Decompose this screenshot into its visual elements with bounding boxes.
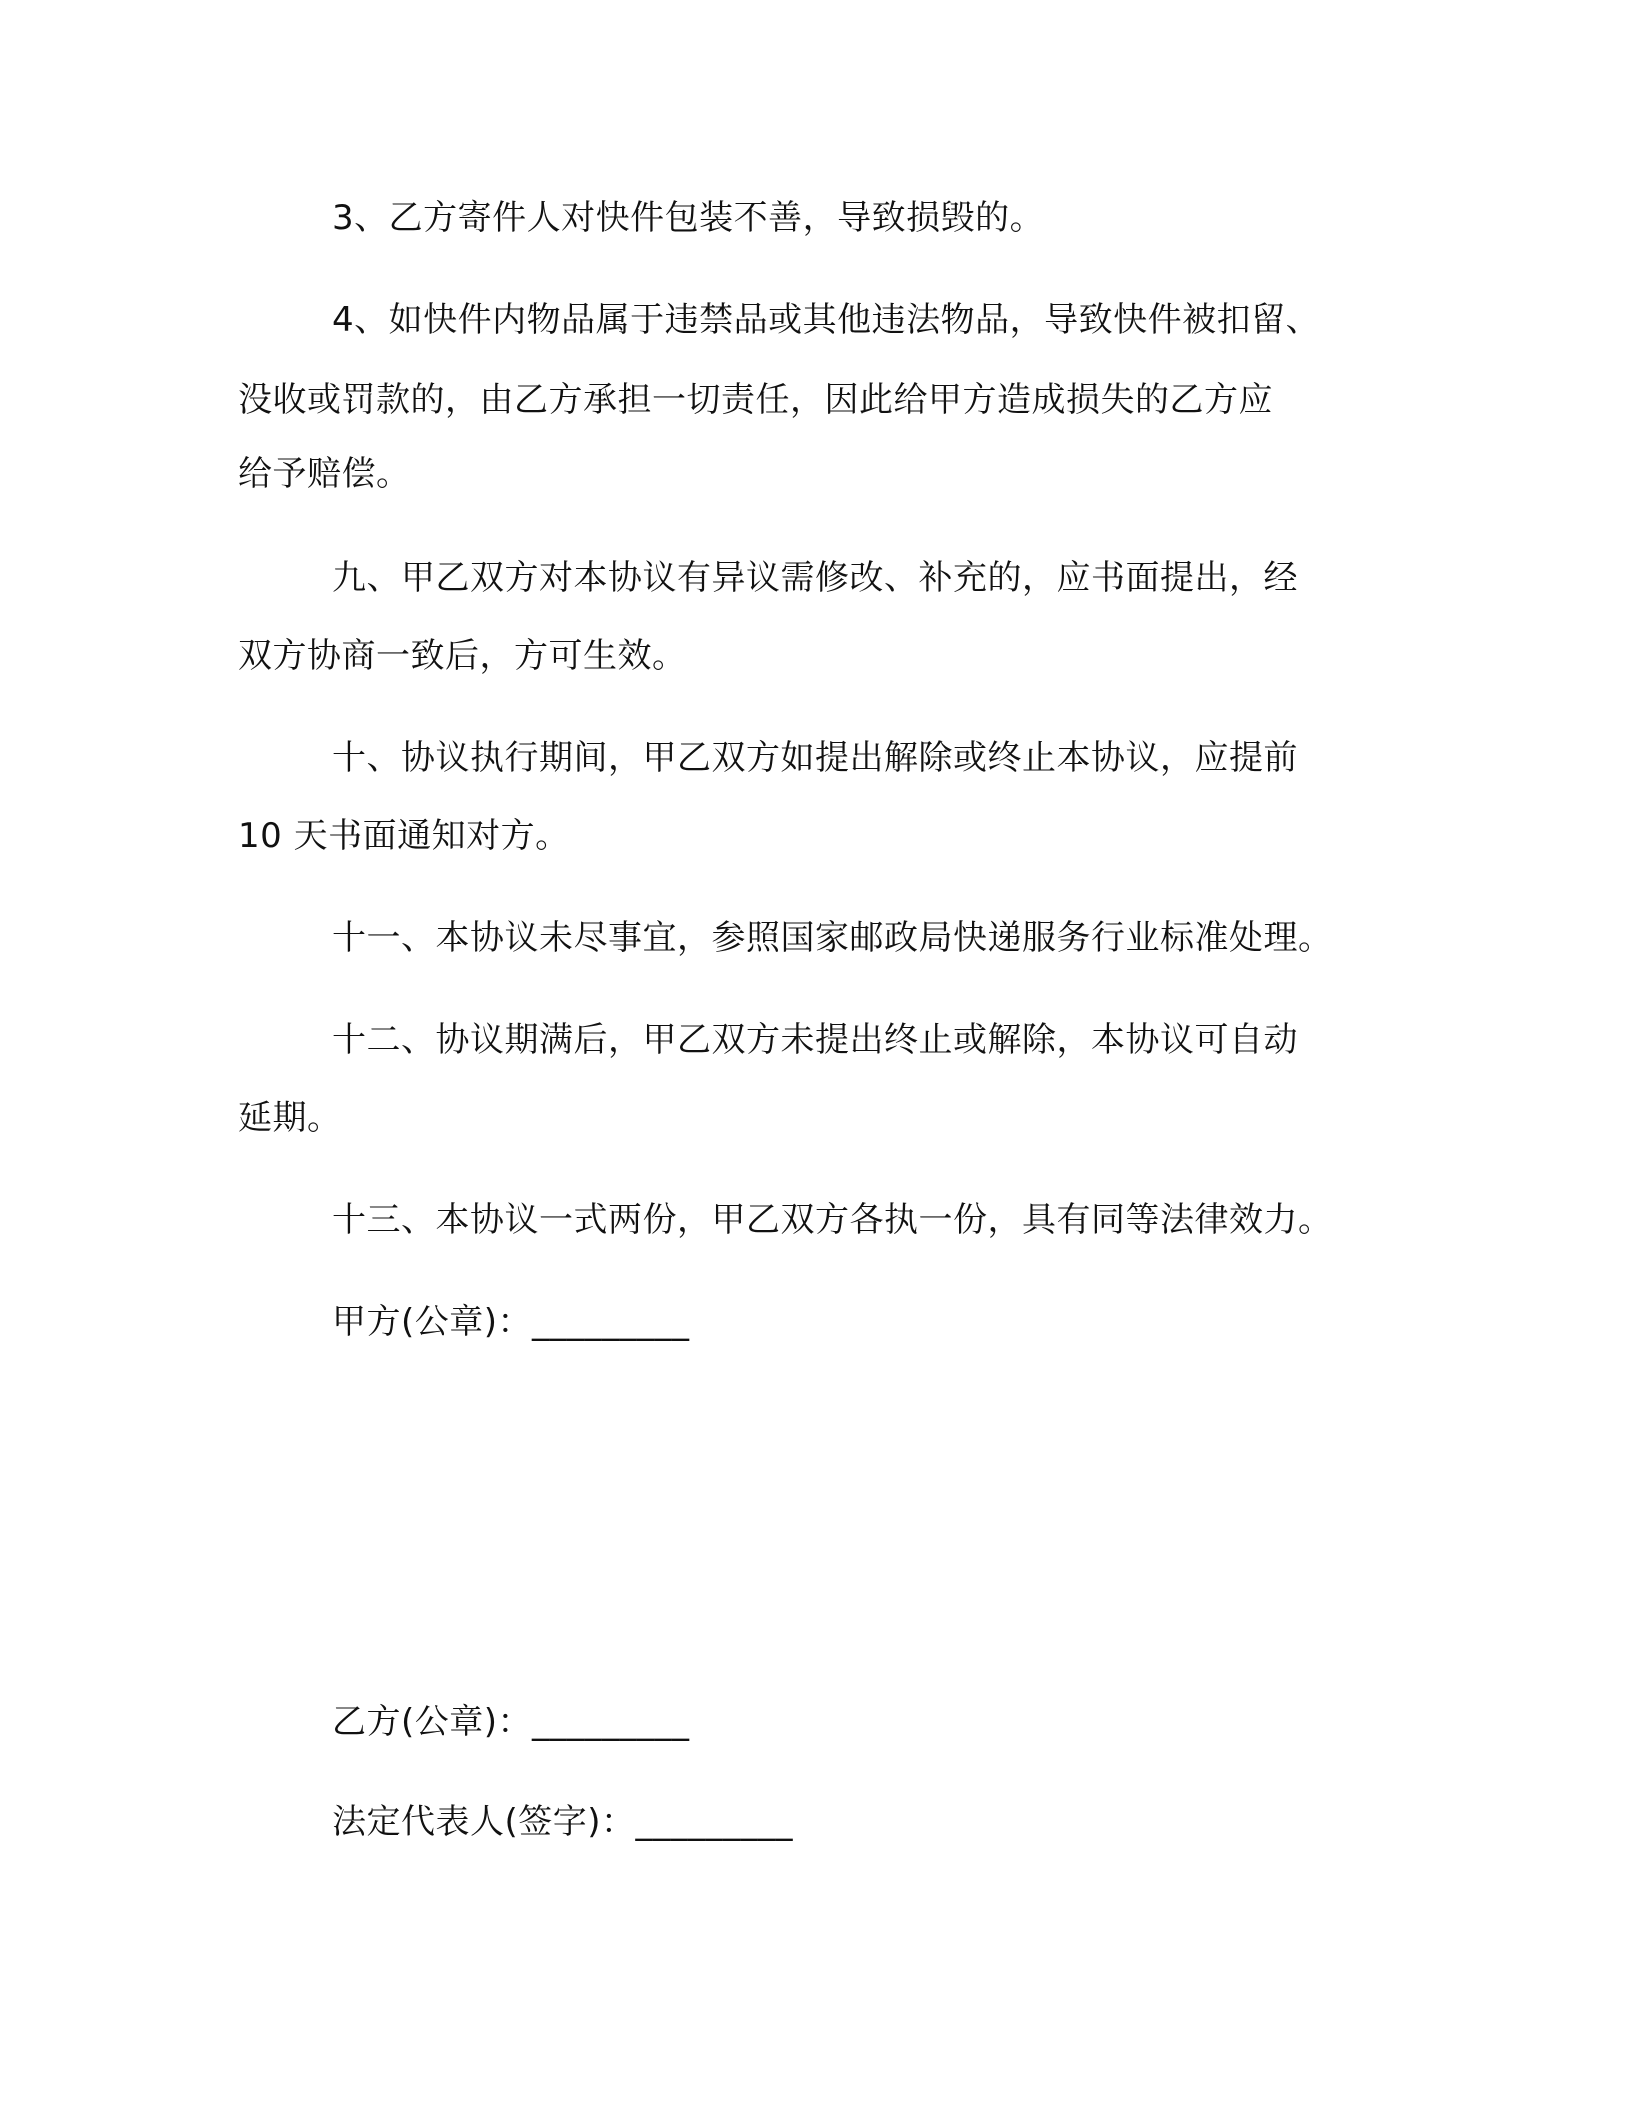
article-13: 十三、本协议一式两份，甲乙双方各执一份，具有同等法律效力。	[332, 1200, 1333, 1240]
article-11: 十一、本协议未尽事宜，参照国家邮政局快递服务行业标准处理。	[332, 918, 1333, 958]
article-9-line-2: 双方协商一致后，方可生效。	[238, 636, 687, 676]
party-a-seal-field: 甲方(公章)：_________	[332, 1302, 690, 1342]
article-9-line-1: 九、甲乙双方对本协议有异议需修改、补充的，应书面提出，经	[332, 558, 1298, 598]
clause-4-line-3: 给予赔偿。	[238, 454, 411, 494]
legal-rep-signature-field: 法定代表人(签字)：_________	[332, 1802, 794, 1842]
article-12-line-2: 延期。	[238, 1098, 342, 1138]
article-10-line-2: 10 天书面通知对方。	[238, 816, 570, 856]
article-12-line-1: 十二、协议期满后，甲乙双方未提出终止或解除，本协议可自动	[332, 1020, 1298, 1060]
clause-4-line-2: 没收或罚款的，由乙方承担一切责任，因此给甲方造成损失的乙方应	[238, 380, 1273, 420]
article-10-line-1: 十、协议执行期间，甲乙双方如提出解除或终止本协议，应提前	[332, 738, 1298, 778]
party-b-seal-field: 乙方(公章)：_________	[332, 1702, 690, 1742]
clause-4-line-1: 4、如快件内物品属于违禁品或其他违法物品，导致快件被扣留、	[332, 300, 1321, 340]
clause-3: 3、乙方寄件人对快件包装不善，导致损毁的。	[332, 198, 1045, 238]
